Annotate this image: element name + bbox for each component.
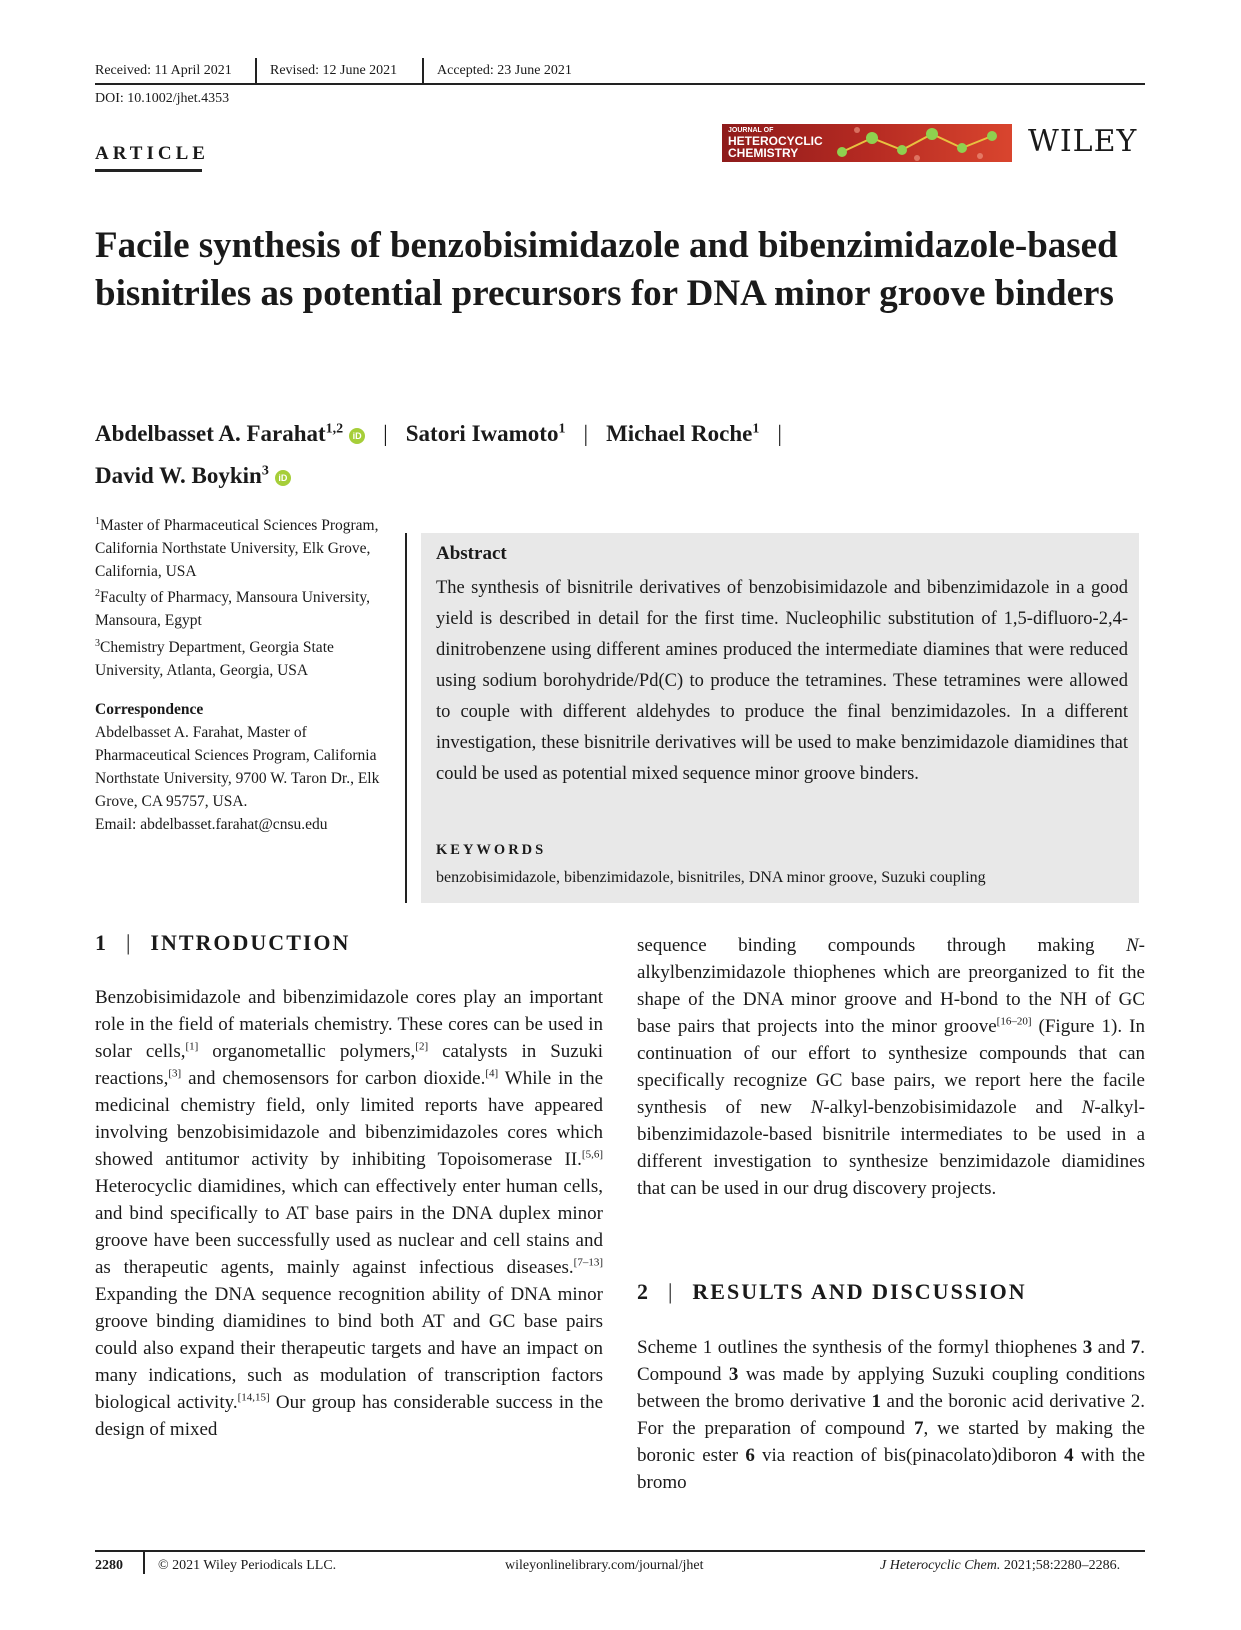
footer-divider [143,1550,145,1574]
introduction-text: Benzobisimidazole and bibenzimidazole cores play an important role in the field of materials chemistry. These cores can be used in solar cells,[1] organometallic polymers,[2] catalysts in Suzuki reactions,[3] and chemosensors for carbon dioxide.[4] While in the medicinal chemistry field, only limited reports have appeared involving benzobisimidazole and bibenzimidazoles cores which showed antitumor activity by inhibiting Topoisomerase II.[5,6] Heterocyclic diamidines, which can effectively enter human cells, and bind specifically to AT base pairs in the DNA duplex minor groove have been successfully used as nuclear and cell stains and as therapeutic agents, mainly against infectious diseases.[7–13] Expanding the DNA sequence recognition ability of DNA minor groove binding diamidines to bind both AT and GC base pairs could also expand their therapeutic targets and have an impact on many indications, such as modulation of transcription factors biological activity.[14,15] Our group has considerable success in the design of mixed [95,987,604,1440]
accepted-date: Accepted: 23 June 2021 [437,63,572,78]
author-list: Abdelbasset A. Farahat$^{1,2}$ iD | Satori Iwamoto$^1$ | Michael Roche$^1$ | David W. Boykin$^3$ iD [95,420,782,489]
results-text: Scheme 1 outlines the synthesis of the formyl thiophenes 3 and 7. Compound 3 was made by applying Suzuki coupling conditions between the bromo derivative 1 and the boronic acid derivative 2. For the preparation of compound 7, we started by making the boronic ester 6 via reaction of bis(pinacolato)diboron 4 with the bromo [637,1337,1146,1493]
author-name[interactable]: Satori Iwamoto$^1$ [405,420,566,446]
header-rule [95,83,1145,85]
article-title: Facile synthesis of benzobisimidazole and bibenzimidazole-based bisnitriles as potential precursors for DNA minor groove binders [95,225,1118,314]
affiliation: $^1$Master of Pharmaceutical Sciences Program, California Northstate University, Elk Grove, California, USA [95,516,379,581]
footer-rule [95,1550,1145,1552]
journal-banner[interactable] [722,124,1012,162]
correspondence [95,698,390,836]
abstract-title: Abstract [436,543,507,564]
correspondence-title: Correspondence [95,701,204,718]
copyright: © 2021 Wiley Periodicals LLC. [158,1558,337,1573]
received-date: Received: 11 April 2021 [95,63,232,78]
author-name[interactable]: David W. Boykin$^3$ [95,463,269,489]
citation-ref[interactable]: [5,6] [581,1148,603,1161]
abstract-box [421,533,1139,903]
article-underline [95,169,202,172]
keywords-list: benzobisimidazole, bibenzimidazole, bisnitriles, DNA minor groove, Suzuki coupling [436,869,986,886]
affiliation: $^2$Faculty of Pharmacy, Mansoura University, Mansoura, Egypt [95,588,371,630]
page-number: 2280 [95,1558,123,1573]
correspondence-address: Abdelbasset A. Farahat, Master of Pharmaceutical Sciences Program, California Northstate University, 9700 W. Taron Dr., Elk Grove, CA 95757, USA. [95,724,380,810]
citation-ref[interactable]: [1] [185,1040,199,1053]
keywords-title: KEYWORDS [436,842,547,858]
orcid-icon[interactable]: iD [275,470,291,486]
correspondence-email[interactable]: Email: abdelbasset.farahat@cnsu.edu [95,816,328,833]
journal-url[interactable]: wileyonlinelibrary.com/journal/jhet [505,1558,704,1573]
citation-ref[interactable]: [16–20] [996,1015,1032,1028]
introduction-text-continued: sequence binding compounds through making N-alkylbenzimidazole thiophenes which are preorganized to fit the shape of the DNA minor groove and H-bond to the NH of GC base pairs that projects into the minor groove[16–20] (Figure 1). In continuation of our effort to synthesize compounds that can specifically recognize GC base pairs, we report here the facile synthesis of new N-alkyl-benzobisimidazole and N-alkyl-bibenzimidazole-based bisnitrile intermediates to be used in a different investigation to synthesize benzimidazole diamidines that can be used in our drug discovery projects. [637,935,1145,1199]
citation-ref[interactable]: [7–13] [573,1256,603,1269]
citation-ref[interactable]: [3] [168,1067,182,1080]
section-heading-introduction: 1 | INTRODUCTION [95,930,351,955]
header-divider [422,58,424,84]
article-label: ARTICLE [95,143,209,164]
orcid-icon[interactable]: iD [349,428,365,444]
citation-ref[interactable]: [4] [485,1067,499,1080]
section-heading-results: 2 | RESULTS AND DISCUSSION [637,1279,1027,1304]
citation-ref[interactable]: [14,15] [237,1391,270,1404]
header-divider [255,58,257,84]
author-name[interactable]: Michael Roche$^1$ [606,420,760,446]
publisher-logo[interactable]: WILEY [1028,124,1138,159]
abstract-divider [405,533,407,903]
revised-date: Revised: 12 June 2021 [270,63,398,78]
doi[interactable]: DOI: 10.1002/jhet.4353 [95,91,230,106]
journal-banner-text: JOURNAL OF HETEROCYCLIC CHEMISTRY [728,127,823,160]
abstract-body: The synthesis of bisnitrile derivatives of benzobisimidazole and bibenzimidazole in a good yield is described in detail for the first time. Nucleophilic substitution of 1,5-difluoro-2,4-dinitrobenzene using different amines produced the intermediate diamines that were reduced using sodium borohydride/Pd(C) to produce the tetramines. These tetramines were allowed to couple with different aldehydes to produce the final benzimidazoles. In a different investigation, these bisnitrile derivatives will be used to make benzimidazole diamidines that could be used as potential mixed sequence minor groove binders. [436,578,1128,784]
author-name[interactable]: Abdelbasset A. Farahat$^{1,2}$ [95,420,344,446]
citation-ref[interactable]: [2] [415,1040,429,1053]
journal-citation: J Heterocyclic Chem. 2021;58:2280–2286. [880,1558,1121,1573]
affiliation: $^3$Chemistry Department, Georgia State University, Atlanta, Georgia, USA [95,638,334,680]
